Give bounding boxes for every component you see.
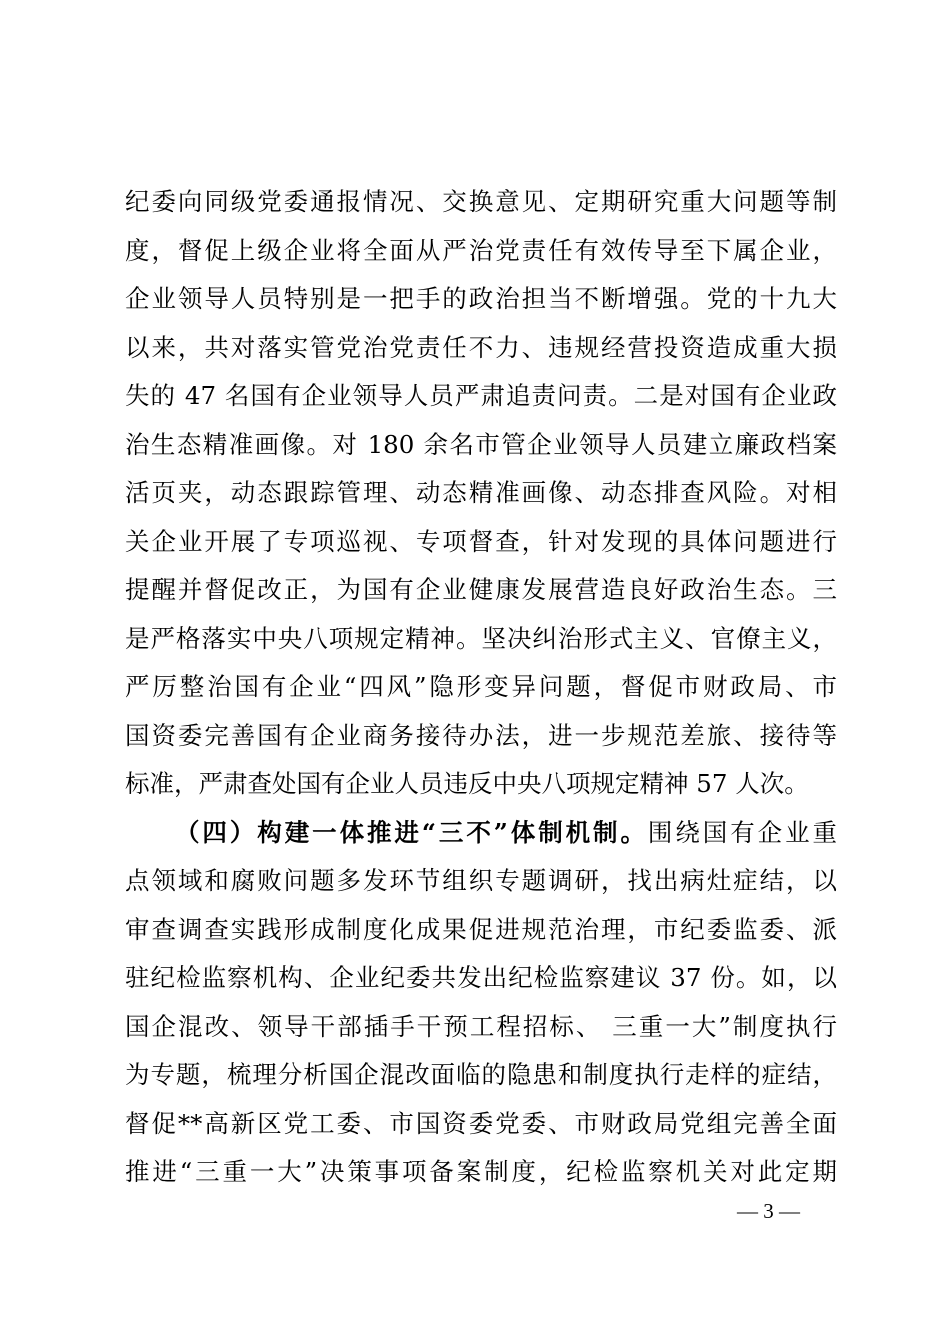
text-line: 失的 47 名国有企业领导人员严肃追责问责。二是对国有企业政 (125, 381, 837, 410)
text-line: 为专题，梳理分析国企混改面临的隐患和制度执行走样的症结， (125, 1060, 837, 1089)
text-line: 治生态精准画像。对 180 余名市管企业领导人员建立廉政档案 (125, 429, 837, 459)
text-line: 国企混改、领导干部插手干预工程招标、 三重一大”制度执行 (125, 1011, 837, 1041)
body-text (125, 178, 837, 1197)
text-line: 驻纪检监察机构、企业纪委共发出纪检监察建议 37 份。如，以 (125, 963, 837, 992)
section-4-first-line (125, 809, 837, 858)
section-4-first-line-text: 围绕国有企业重 (647, 817, 837, 847)
page-number: — 3 — (737, 1199, 800, 1223)
text-line: 度，督促上级企业将全面从严治党责任有效传导至下属企业， (125, 235, 837, 265)
text-line: 标准，严肃查处国有企业人员违反中央八项规定精神 57 人次。 (125, 769, 809, 798)
text-line: 关企业开展了专项巡视、专项督查，针对发现的具体问题进行 (125, 526, 837, 556)
text-line: 活页夹，动态跟踪管理、动态精准画像、动态排查风险。对相 (125, 478, 837, 507)
section-4-heading: （四）构建一体推进“三不”体制机制。 (175, 817, 648, 847)
text-line: 提醒并督促改正，为国有企业健康发展营造良好政治生态。三 (125, 575, 837, 604)
text-line: 督促**高新区党工委、市国资委党委、市财政局党组完善全面 (125, 1108, 837, 1138)
text-line: 以来，共对落实管党治党责任不力、违规经营投资造成重大损 (125, 332, 837, 362)
text-line: 推进“三重一大”决策事项备案制度，纪检监察机关对此定期 (125, 1157, 837, 1186)
text-line: 审查调查实践形成制度化成果促进规范治理，市纪委监委、派 (125, 914, 837, 944)
text-line: 国资委完善国有企业商务接待办法，进一步规范差旅、接待等 (125, 720, 837, 750)
text-line: 企业领导人员特别是一把手的政治担当不断增强。党的十九大 (125, 284, 837, 313)
text-line: 点领域和腐败问题多发环节组织专题调研，找出病灶症结，以 (125, 866, 837, 895)
text-line: 纪委向同级党委通报情况、交换意见、定期研究重大问题等制 (125, 187, 837, 216)
text-line: 是严格落实中央八项规定精神。坚决纠治形式主义、官僚主义， (125, 623, 837, 653)
text-line: 严厉整治国有企业“四风”隐形变异问题，督促市财政局、市 (125, 672, 837, 701)
